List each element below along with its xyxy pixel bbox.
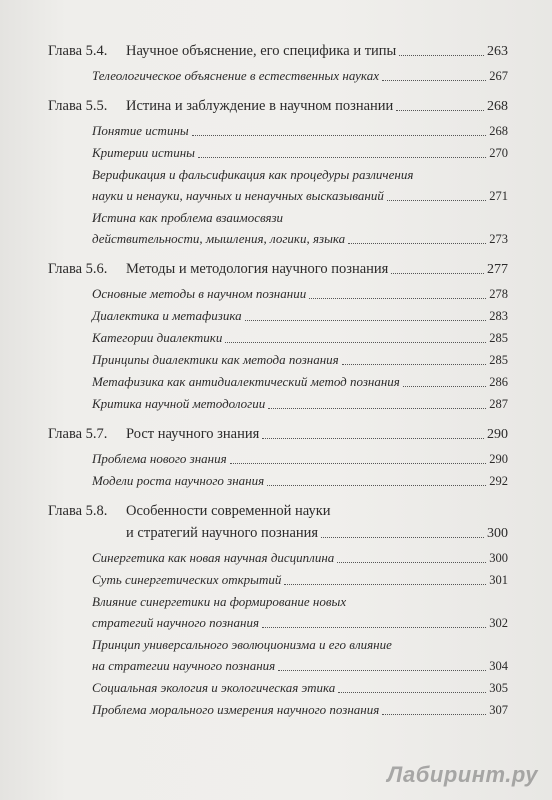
chapter-title-line1: Особенности современной науки	[126, 503, 331, 519]
section-entry: Критерии истины 270	[92, 145, 508, 160]
leader-dots	[396, 110, 484, 111]
section-entry: Телеологическое объяснение в естественных науках 267	[92, 68, 508, 83]
section-entry: Истина как проблема взаимосвязи действительности, мышления, логики, языка 273	[92, 210, 508, 246]
section-entry: Метафизика как антидиалектический метод познания 286	[92, 374, 508, 389]
chapter-title: Рост научного знания	[126, 426, 260, 442]
page-number: 290	[487, 427, 508, 442]
chapter-5-5	[48, 95, 508, 250]
section-entry: Основные методы в научном познании 278	[92, 286, 508, 301]
chapter-number: Глава 5.8.	[48, 503, 108, 519]
chapter-number: Глава 5.5.	[48, 98, 108, 114]
page-number: 268	[487, 99, 508, 114]
watermark: Лабиринт.ру	[387, 762, 538, 787]
chapter-number: Глава 5.4.	[48, 43, 108, 59]
leader-dots	[262, 438, 484, 439]
chapter-5-6	[48, 258, 508, 415]
chapter-title-line2: и стратегий научного познания	[126, 525, 319, 541]
page-number: 263	[487, 44, 508, 59]
section-entry: Влияние синергетики на формирование новых стратегий научного познания 302	[92, 594, 508, 630]
chapter-number: Глава 5.7.	[48, 426, 108, 442]
section-entry: Модели роста научного знания 292	[92, 473, 508, 488]
section-entry: Категории диалектики 285	[92, 330, 508, 345]
section-entry: Верификация и фальсификация как процедуры различения науки и ненауки, научных и ненаучных высказываний 271	[92, 167, 508, 203]
section-entry: Принцип универсального эволюционизма и его влияние на стратегии научного познания 304	[92, 637, 508, 673]
page-number: 300	[487, 526, 508, 541]
leader-dots	[321, 537, 484, 538]
section-entry: Проблема морального измерения научного познания 307	[92, 702, 508, 717]
chapter-title: Методы и методология научного познания	[126, 261, 389, 277]
chapter-5-7	[48, 423, 508, 492]
section-entry: Критика научной методологии 287	[92, 396, 508, 411]
section-entry: Проблема нового знания 290	[92, 451, 508, 466]
section-entry: Диалектика и метафизика 283	[92, 308, 508, 323]
chapter-title: Научное объяснение, его специфика и типы	[126, 43, 397, 59]
section-entry: Понятие истины 268	[92, 123, 508, 138]
leader-dots	[391, 273, 484, 274]
section-entry: Синергетика как новая научная дисциплина 300	[92, 550, 508, 565]
table-of-contents	[48, 40, 508, 729]
leader-dots	[399, 55, 484, 56]
section-entry: Социальная экология и экологическая этика 305	[92, 680, 508, 695]
chapter-title: Истина и заблуждение в научном познании	[126, 98, 394, 114]
section-entry: Принципы диалектики как метода познания 285	[92, 352, 508, 367]
chapter-5-8	[48, 500, 508, 721]
chapter-number: Глава 5.6.	[48, 261, 108, 277]
chapter-5-4	[48, 40, 508, 87]
section-entry: Суть синергетических открытий 301	[92, 572, 508, 587]
page-number: 277	[487, 262, 508, 277]
